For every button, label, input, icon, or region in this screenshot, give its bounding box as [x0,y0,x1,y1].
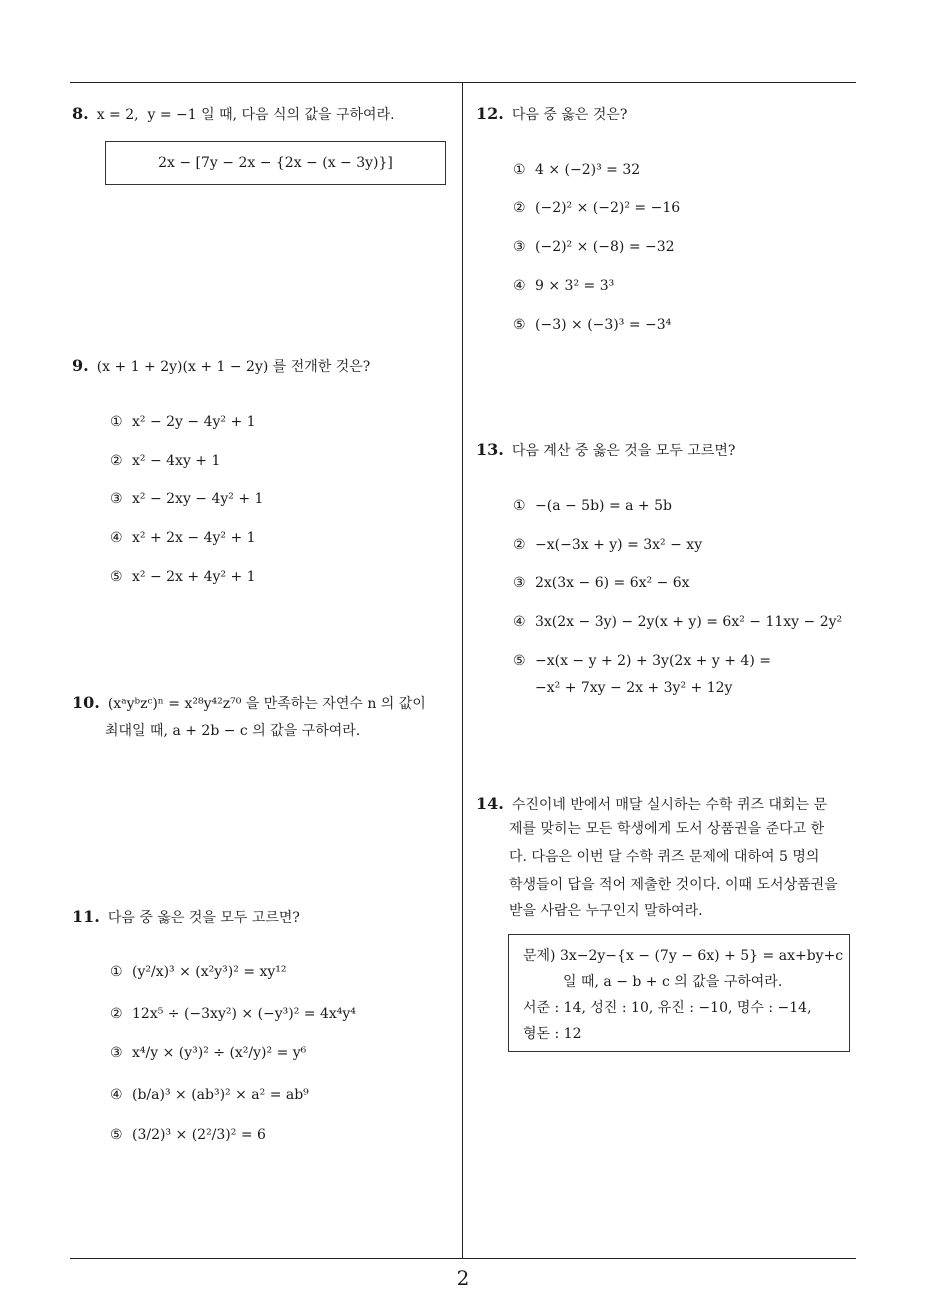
question-text: 다음 중 옳은 것을 모두 고르면? [107,910,300,926]
question-8 [72,100,395,129]
choice-marker: ④ [513,278,526,294]
question-text: 수진이네 반에서 매달 실시하는 수학 퀴즈 대회는 문 [511,797,827,813]
question-number: 14. [476,794,504,813]
choice-marker: ③ [110,1045,123,1061]
choice-text: x² − 2xy − 4y² + 1 [132,491,264,507]
choice-text: x² − 4xy + 1 [132,453,221,469]
problem-line-1: 문제) 3x−2y−{x − (7y − 6x) + 5} = ax+by+c [523,948,844,964]
choice-text: (−2)² × (−8) = −32 [535,239,675,255]
question-14 [476,790,827,819]
page-number: 2 [456,1266,470,1290]
choice-2[interactable] [110,1006,356,1022]
choice-marker: ⑤ [513,653,526,669]
choice-4[interactable] [110,530,256,546]
choice-text: x² + 2x − 4y² + 1 [132,530,256,546]
question-text-line: 학생들이 답을 적어 제출한 것이다. 이때 도서상품권을 [509,877,838,893]
choice-4[interactable] [110,1087,309,1103]
top-rule [70,82,856,83]
choice-marker: ③ [110,491,123,507]
question-13 [476,436,735,465]
choice-1[interactable] [513,162,640,178]
question-11 [72,903,300,932]
choice-4[interactable] [513,278,614,294]
choice-marker: ② [110,453,123,469]
question-text: 다음 계산 중 옳은 것을 모두 고르면? [511,443,736,459]
choice-marker: ④ [110,530,123,546]
choice-marker: ⑤ [110,1127,123,1143]
expression-box: 2x − [7y − 2x − {2x − (x − 3y)}] [105,141,446,185]
question-text-continued: 최대일 때, a + 2b − c 의 값을 구하여라. [105,723,361,739]
choice-3[interactable] [513,575,690,591]
choice-5[interactable] [110,569,256,585]
choice-marker: ③ [513,239,526,255]
choice-2[interactable] [513,200,680,216]
question-10 [72,689,426,718]
choice-text: 2x(3x − 6) = 6x² − 6x [535,575,690,591]
choice-3[interactable] [513,239,675,255]
bottom-rule [70,1258,856,1259]
choice-marker: ④ [110,1087,123,1103]
choice-text: 3x(2x − 3y) − 2y(x + y) = 6x² − 11xy − 2y² [535,614,843,630]
choice-text: (b/a)³ × (ab³)² × a² = ab⁹ [132,1087,309,1103]
choice-text: −x(x − y + 2) + 3y(2x + y + 4) = [535,653,771,669]
question-text-line: 제를 맞히는 모든 학생에게 도서 상품권을 준다고 한 [509,821,825,837]
choice-4[interactable] [513,614,842,630]
choice-text: 4 × (−2)³ = 32 [535,162,641,178]
choice-text: x⁴/y × (y³)² ÷ (x²/y)² = y⁶ [132,1045,307,1061]
choice-5[interactable] [513,317,671,333]
choice-5[interactable] [513,653,771,669]
question-9 [72,352,370,381]
choice-marker: ① [110,414,123,430]
choice-3[interactable] [110,1045,306,1061]
choice-marker: ② [513,537,526,553]
choice-1[interactable] [110,414,256,430]
choice-text: −x(−3x + y) = 3x² − xy [535,537,703,553]
choice-text: (−2)² × (−2)² = −16 [535,200,681,216]
problem-line-2: 일 때, a − b + c 의 값을 구하여라. [563,974,783,990]
choice-text: 9 × 3² = 3³ [535,278,615,294]
problem-box [508,934,850,1052]
choice-text: (3/2)³ × (2²/3)² = 6 [132,1127,266,1143]
choice-marker: ① [110,964,123,980]
choice-3[interactable] [110,491,263,507]
question-number: 11. [72,907,100,926]
question-text: x = 2, y = −1 일 때, 다음 식의 값을 구하여라. [96,107,395,123]
question-text-line: 받을 사람은 누구인지 말하여라. [509,903,703,919]
choice-marker: ⑤ [110,569,123,585]
question-text: (x + 1 + 2y)(x + 1 − 2y) 를 전개한 것은? [96,359,371,375]
choice-text: x² − 2x + 4y² + 1 [132,569,256,585]
choice-marker: ⑤ [513,317,526,333]
choice-marker: ① [513,498,526,514]
choice-text: −(a − 5b) = a + 5b [535,498,672,514]
choice-text: (y²/x)³ × (x²y³)² = xy¹² [132,964,287,980]
answers-line-2: 형돈 : 12 [523,1026,582,1042]
question-text: 다음 중 옳은 것은? [511,107,628,123]
choice-2[interactable] [110,453,220,469]
question-12 [476,100,627,129]
choice-marker: ② [513,200,526,216]
choice-text: (−3) × (−3)³ = −3⁴ [535,317,672,333]
choice-text: x² − 2y − 4y² + 1 [132,414,256,430]
column-divider [462,82,463,1258]
question-number: 13. [476,440,504,459]
question-number: 12. [476,104,504,123]
question-number: 10. [72,693,100,712]
question-text-line: 다. 다음은 이번 달 수학 퀴즈 문제에 대하여 5 명의 [509,849,820,865]
question-number: 8. [72,104,89,123]
choice-marker: ② [110,1006,123,1022]
question-number: 9. [72,356,89,375]
choice-marker: ④ [513,614,526,630]
choice-2[interactable] [513,537,702,553]
choice-1[interactable] [110,964,287,980]
question-text: (xᵃyᵇzᶜ)ⁿ = x²⁸y⁴²z⁷⁰ 을 만족하는 자연수 n 의 값이 [107,696,426,712]
answers-line-1: 서준 : 14, 성진 : 10, 유진 : −10, 명수 : −14, [523,1000,812,1016]
choice-marker: ③ [513,575,526,591]
choice-5[interactable] [110,1127,266,1143]
choice-text: 12x⁵ ÷ (−3xy²) × (−y³)² = 4x⁴y⁴ [132,1006,356,1022]
choice-1[interactable] [513,498,672,514]
choice-marker: ① [513,162,526,178]
choice-5-continued: −x² + 7xy − 2x + 3y² + 12y [535,680,733,696]
